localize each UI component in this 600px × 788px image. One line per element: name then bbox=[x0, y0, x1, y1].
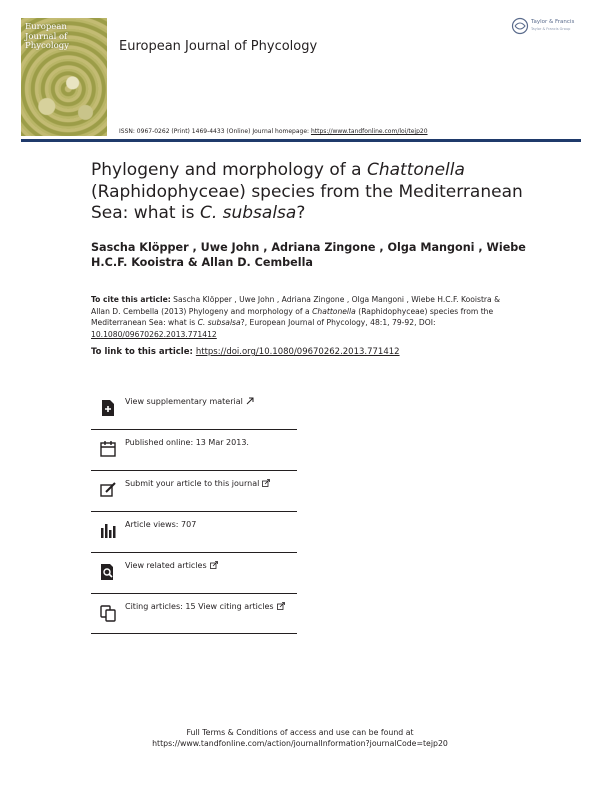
search-document-icon bbox=[99, 563, 117, 581]
article-views-info: Article views: 707 bbox=[91, 512, 297, 552]
journal-homepage-link[interactable]: https://www.tandfonline.com/loi/tejp20 bbox=[310, 128, 428, 135]
external-link-icon bbox=[262, 479, 270, 487]
issn-line bbox=[119, 128, 428, 135]
related-articles-link[interactable]: View related articles bbox=[91, 553, 297, 593]
item-divider bbox=[91, 633, 297, 634]
header-rule bbox=[21, 139, 581, 142]
footer-terms-text: Full Terms & Conditions of access and use can be found at bbox=[186, 728, 414, 737]
external-link-icon bbox=[277, 602, 285, 610]
supplementary-icon bbox=[99, 399, 117, 417]
citing-articles-link[interactable]: Citing articles: 15 View citing articles bbox=[91, 594, 297, 634]
citation-block: To cite this article: Sascha Klöpper , Uwe John , Adriana Zingone , Olga Mangoni , Wiebe H.C.F. Kooistra & Allan D. Cembella (2013) Phylogeny and morphology of a Chattonella (Raphidophyceae) species from the Mediterranean Sea: what is C. subsalsa?, European Journal of Phycology, 48:1, 79-92, DOI: 10.1080/09670262.2013.771412 bbox=[91, 295, 501, 339]
calendar-icon bbox=[99, 440, 117, 458]
supplementary-material-link[interactable]: View supplementary material bbox=[91, 389, 297, 429]
article-title: Phylogeny and morphology of a Chattonella (Raphidophyceae) species from the Mediterranean Sea: what is C. subsalsa? bbox=[91, 160, 523, 223]
external-link-icon bbox=[210, 561, 218, 569]
copy-icon bbox=[99, 604, 117, 622]
doi-link[interactable]: 10.1080/09670262.2013.771412 bbox=[91, 329, 217, 339]
article-url-link[interactable]: https://doi.org/10.1080/09670262.2013.771412 bbox=[195, 347, 400, 357]
publisher-logo-icon bbox=[511, 17, 529, 35]
published-online-info: Published online: 13 Mar 2013. bbox=[91, 430, 297, 470]
citation-label: To cite this article: bbox=[91, 295, 171, 304]
bar-chart-icon bbox=[99, 522, 117, 540]
cover-title: European Journal of Phycology bbox=[25, 22, 69, 51]
footer-terms-link[interactable]: https://www.tandfonline.com/action/journalInformation?journalCode=tejp20 bbox=[152, 739, 448, 748]
journal-name[interactable]: European Journal of Phycology bbox=[119, 39, 318, 54]
edit-icon bbox=[99, 481, 117, 499]
publisher-logo-text: Taylor & Francis bbox=[531, 19, 575, 25]
publisher-logo-subtext: Taylor & Francis Group bbox=[531, 27, 571, 31]
submit-article-link[interactable]: Submit your article to this journal bbox=[91, 471, 297, 511]
issn-text: ISSN: 0967-0262 (Print) 1469-4433 (Online) Journal homepage: bbox=[119, 128, 311, 135]
journal-cover-image bbox=[21, 18, 107, 136]
external-link-icon bbox=[246, 397, 254, 405]
link-label: To link to this article: bbox=[91, 347, 196, 357]
article-authors: Sascha Klöpper , Uwe John , Adriana Zingone , Olga Mangoni , Wiebe H.C.F. Kooistra & Allan D. Cembella bbox=[91, 241, 526, 269]
footer bbox=[0, 727, 600, 749]
link-to-article bbox=[91, 347, 521, 357]
publisher-logo[interactable] bbox=[511, 17, 586, 35]
